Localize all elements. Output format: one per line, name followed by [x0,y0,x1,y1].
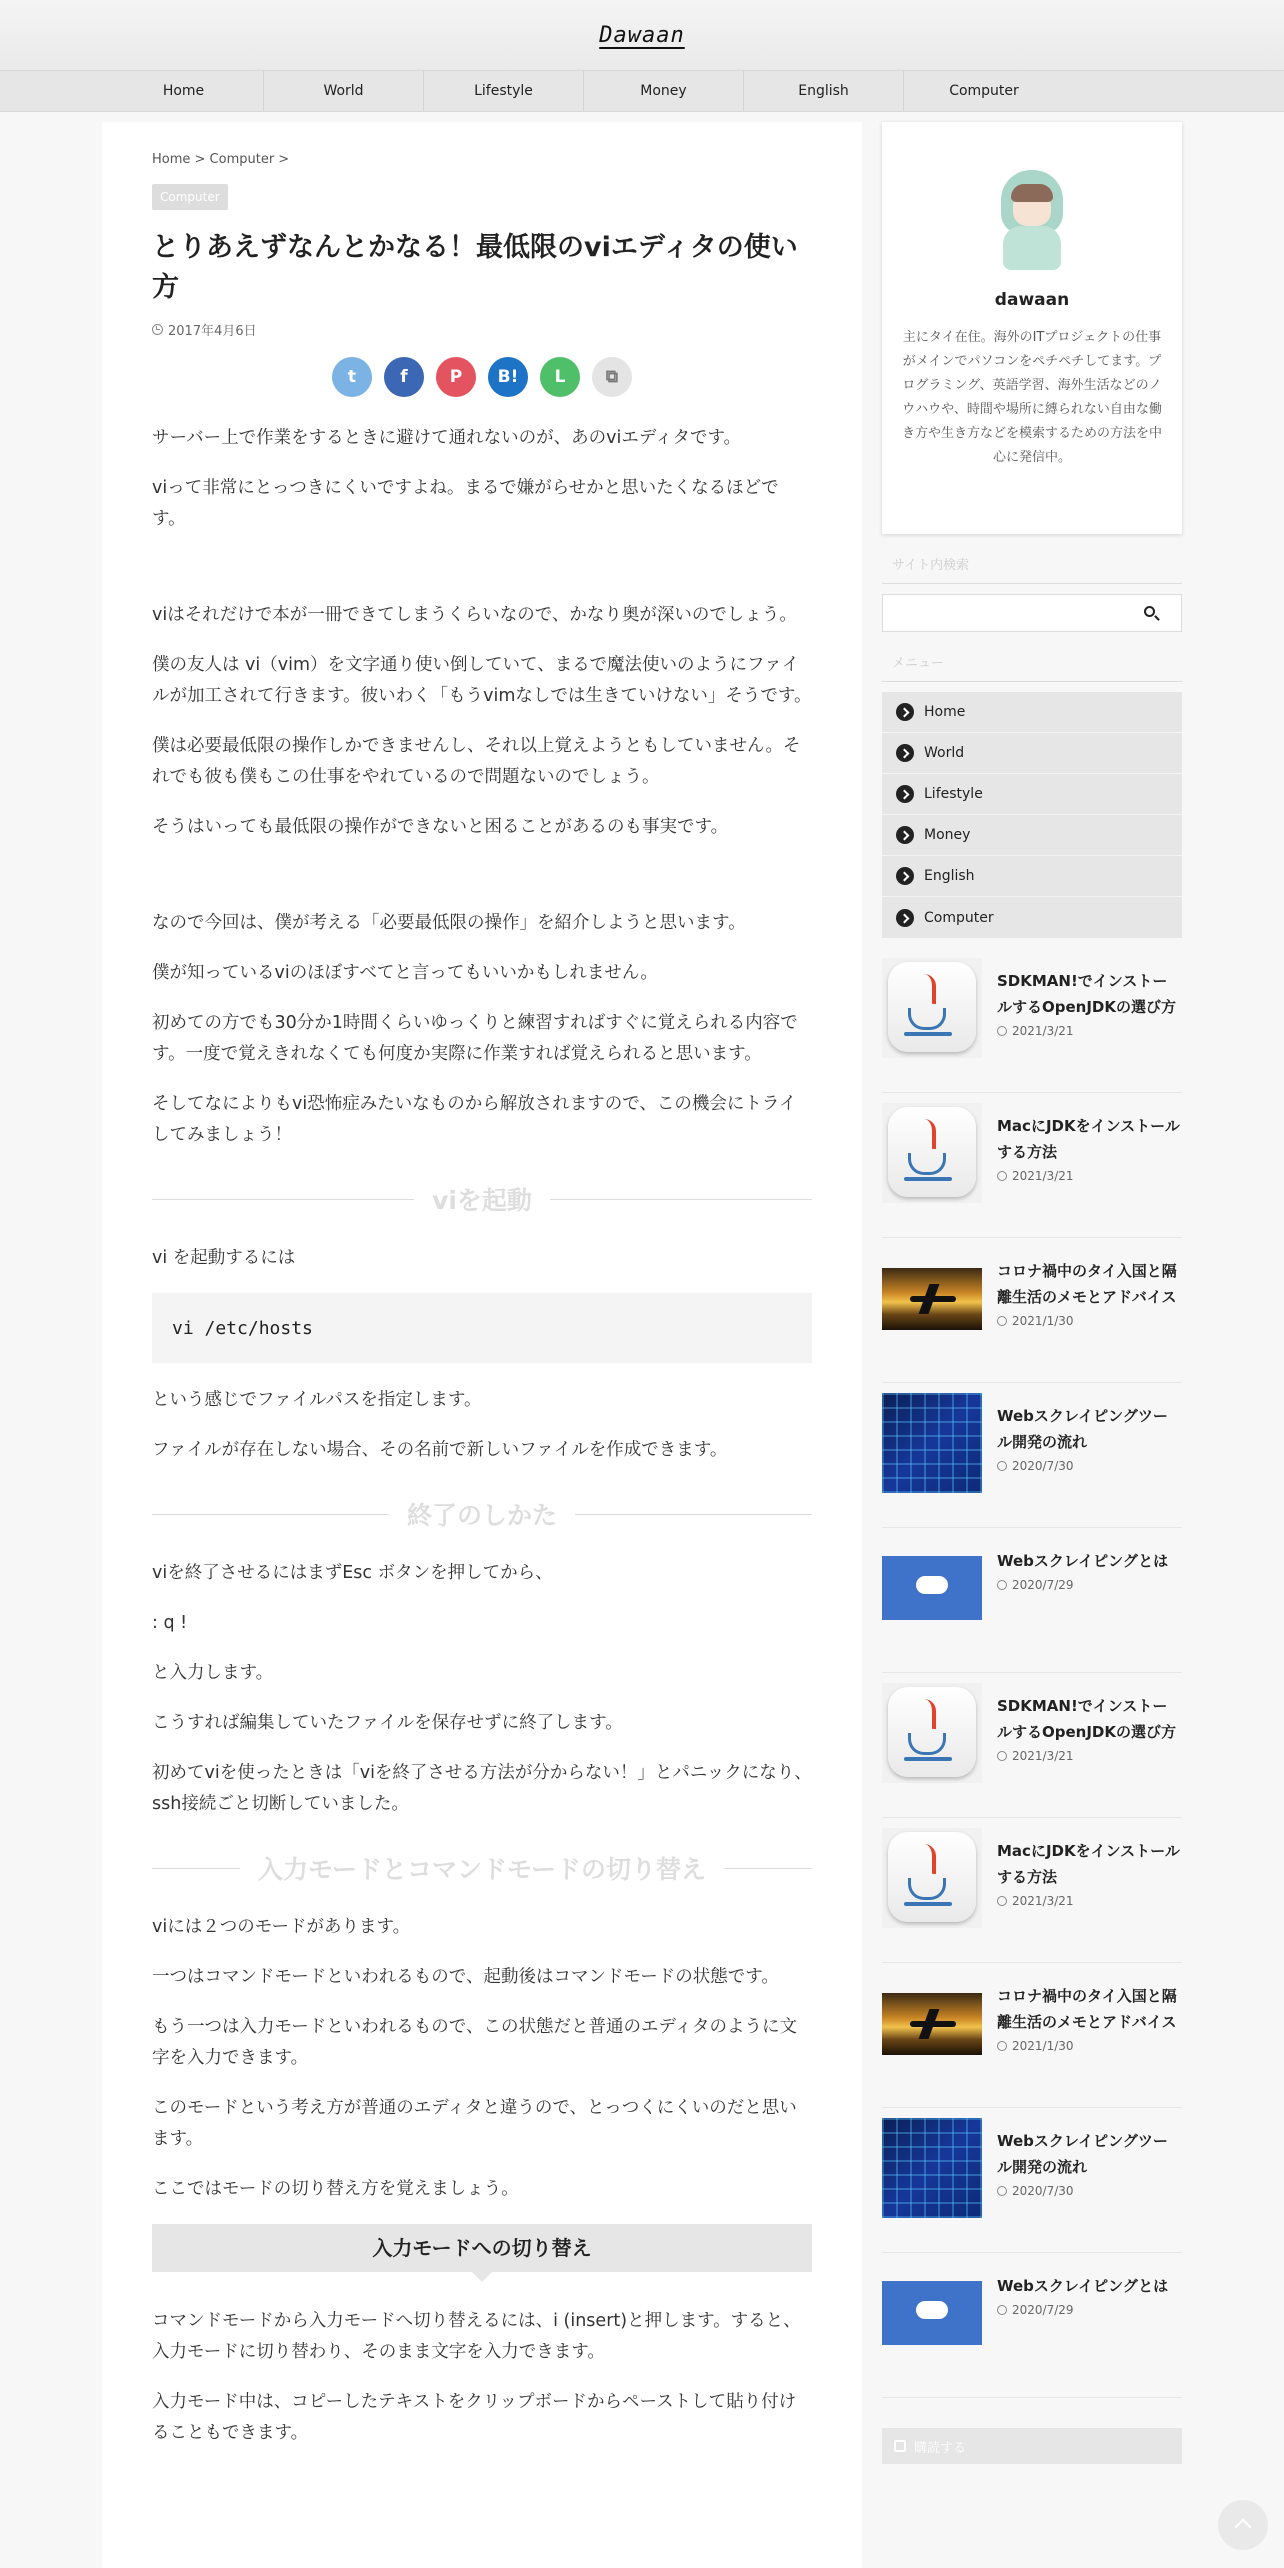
search-icon[interactable] [1144,606,1155,617]
post-date [997,1749,1182,1763]
post-link-title[interactable]: コロナ禍中のタイ入国と隔離生活のメモとアドバイス [997,1262,1177,1306]
nav-item-lifestyle[interactable]: Lifestyle [424,71,584,111]
hatena-share-button[interactable]: B! [488,357,528,397]
paragraph: もう一つは入力モードといわれるもので、この状態だと普通のエディタのように文字を入力できます。 [152,2017,798,2068]
nav-item-world[interactable]: World [264,71,424,111]
page-title: とりあえずなんとかなる！最低限のviエディタの使い方 [152,232,798,303]
facebook-share-button[interactable]: f [384,357,424,397]
clock-icon [997,1171,1007,1181]
sidebar-menu [882,692,1182,938]
post-date [997,1459,1182,1473]
post-date [997,1169,1182,1183]
post-date [997,1894,1182,1908]
site-header [0,0,1284,70]
list-item[interactable] [882,948,1182,1093]
paragraph: ファイルが存在しない場合、その名前で新しいファイルを作成できます。 [152,1440,728,1460]
section-heading-modes: 入力モードとコマンドモードの切り替え [152,1850,812,1886]
sidebar-item-home[interactable] [882,692,1182,733]
java-icon[interactable] [882,958,982,1058]
post-date-text: 2021/3/21 [1012,1024,1074,1038]
pocket-share-button[interactable]: P [436,357,476,397]
avatar [989,166,1075,274]
sidebar-item-lifestyle[interactable] [882,774,1182,815]
paragraph: 初めてviを使ったときは「viを終了させる方法が分からない！」とパニックになり、ssh接続ごと切断していました。 [152,1763,812,1814]
post-date [152,320,812,339]
main-content [102,122,862,2568]
line-share-button[interactable]: L [540,357,580,397]
post-date-text: 2017年4月6日 [168,324,257,339]
section-heading-quit: 終了のしかた [152,1496,812,1532]
network-thumbnail[interactable] [882,2118,982,2218]
paragraph: viには２つのモードがあります。 [152,1917,411,1937]
clock-icon [997,2186,1007,2196]
paragraph: コマンドモードから入力モードへ切り替えるには、i (insert)と押します。すると、入力モードに切り替わり、そのまま文字を入力できます。 [152,2311,801,2362]
post-link-title[interactable]: Webスクレイピングとは [997,1552,1169,1570]
sidebar-item-english[interactable] [882,856,1182,897]
list-item[interactable] [882,1093,1182,1238]
chevron-right-icon [896,744,914,762]
subscribe-button[interactable] [882,2428,1182,2464]
java-icon[interactable] [882,1683,982,1783]
share-buttons [152,357,812,397]
article-body [152,423,812,2449]
clock-icon [997,1316,1007,1326]
code-block: vi /etc/hosts [152,1293,812,1363]
chevron-right-icon [896,785,914,803]
profile-card [882,122,1182,534]
post-date-text: 2020/7/29 [1012,2303,1074,2317]
post-link-title[interactable]: MacにJDKをインストールする方法 [997,1117,1180,1161]
twitter-share-button[interactable]: t [332,357,372,397]
post-date [997,1024,1182,1038]
paragraph: 僕は必要最低限の操作しかできませんし、それ以上覚えようともしていません。それでも彼も僕もこの仕事をやれているので問題ないのでしょう。 [152,736,801,787]
clock-icon [997,2041,1007,2051]
chevron-right-icon [896,826,914,844]
global-nav [0,70,1284,112]
post-date-text: 2020/7/30 [1012,1459,1074,1473]
post-link-title[interactable]: Webスクレイピングツール開発の流れ [997,1407,1168,1451]
site-logo[interactable]: Dawaan [599,22,685,48]
paragraph: viを終了させるにはまずEsc ボタンを押してから、 [152,1563,553,1583]
clock-icon [997,1580,1007,1590]
airplane-thumbnail[interactable] [882,1993,982,2055]
clock-icon [997,1026,1007,1036]
profile-name: dawaan [994,290,1070,310]
clock-icon [997,1751,1007,1761]
post-date [997,2303,1168,2317]
sidebar-item-world[interactable] [882,733,1182,774]
list-item[interactable] [882,2253,1182,2398]
list-item[interactable] [882,1963,1182,2108]
paragraph: ここではモードの切り替え方を覚えましょう。 [152,2179,519,2199]
airplane-thumbnail[interactable] [882,1268,982,1330]
chevron-right-icon [896,867,914,885]
paragraph: 僕の友人は vi（vim）を文字通り使い倒していて、まるで魔法使いのようにファイルが加工されて行きます。彼いわく「もうvimなしでは生きていけない」そうです。 [152,655,812,706]
profile-description: 主にタイ在住。海外のITプロジェクトの仕事がメインでパソコンをペチペチしてます。プログラミング、英語学習、海外生活などのノウハウや、時間や場所に縛られない自由な働き方や生き方などを模索するための方法を中心に発信中。 [901,330,1162,465]
java-icon[interactable] [882,1103,982,1203]
sidebar-item-label: World [924,745,965,761]
chevron-right-icon [896,703,914,721]
nav-item-money[interactable]: Money [584,71,744,111]
sidebar-item-label: Lifestyle [924,786,983,802]
clock-icon [997,1461,1007,1471]
list-item[interactable] [882,1528,1182,1673]
clock-icon [997,2305,1007,2315]
paragraph: そうはいっても最低限の操作ができないと困ることがあるのも事実です。 [152,817,729,837]
post-date-text: 2020/7/29 [1012,1578,1074,1592]
sidebar-item-money[interactable] [882,815,1182,856]
scroll-to-top-button[interactable] [1218,2500,1268,2550]
paragraph: と入力します。 [152,1663,274,1683]
recent-posts [882,948,1182,2398]
nav-item-computer[interactable]: Computer [949,83,1019,99]
category-badge[interactable]: Computer [152,184,228,210]
post-link-title[interactable]: SDKMAN!でインストールするOpenJDKの選び方 [997,1697,1176,1741]
paragraph: 初めての方でも30分か1時間くらいゆっくりと練習すればすぐに覚えられる内容です。一度で覚えきれなくても何度か実際に作業すれば覚えられると思います。 [152,1013,798,1064]
clock-icon [997,1896,1007,1906]
list-item[interactable] [882,1238,1182,1383]
menu-widget-title: メニュー [882,652,1182,682]
paragraph: という感じでファイルパスを指定します。 [152,1390,482,1410]
post-date-text: 2020/7/30 [1012,2184,1074,2198]
paragraph: : q ! [152,1613,188,1633]
sidebar [882,122,1182,2464]
paragraph: viはそれだけで本が一冊できてしまうくらいなので、かなり奥が深いのでしょう。 [152,605,797,625]
paragraph: このモードという考え方が普通のエディタと違うので、とっつくにくいのだと思います。 [152,2098,797,2149]
post-date-text: 2021/3/21 [1012,1749,1074,1763]
network-thumbnail[interactable] [882,1393,982,1493]
clock-icon [152,324,163,335]
post-link-title[interactable]: Webスクレイピングツール開発の流れ [997,2132,1168,2176]
sidebar-item-label: Home [924,704,966,720]
nav-item-home[interactable]: Home [104,71,264,111]
list-item[interactable] [882,1383,1182,1528]
post-date [997,2039,1182,2053]
post-date-text: 2021/1/30 [1012,1314,1074,1328]
paragraph: vi を起動するには [152,1248,296,1268]
list-item[interactable] [882,2108,1182,2253]
paragraph: そしてなによりもvi恐怖症みたいなものから解放されますので、この機会にトライしてみましょう！ [152,1094,797,1145]
sidebar-item-label: English [924,868,975,884]
feed-icon [894,2440,906,2452]
post-link-title[interactable]: SDKMAN!でインストールするOpenJDKの選び方 [997,972,1176,1016]
post-date-text: 2021/3/21 [1012,1894,1074,1908]
post-date [997,1578,1168,1592]
paragraph: 僕が知っているviのほぼすべてと言ってもいいかもしれません。 [152,963,658,983]
cloud-thumbnail[interactable] [882,1556,982,1620]
paragraph: こうすれば編集していたファイルを保存せずに終了します。 [152,1713,623,1733]
subscribe-label: 購読する [914,2440,967,2456]
sidebar-item-computer[interactable] [882,897,1182,938]
java-icon[interactable] [882,1828,982,1928]
paragraph: 入力モード中は、コピーしたテキストをクリップボードからペーストして貼り付けることもできます。 [152,2392,797,2443]
list-item[interactable] [882,1818,1182,1963]
sidebar-item-label: Money [924,827,971,843]
post-date [997,1314,1182,1328]
section-heading-launch: viを起動 [152,1181,812,1217]
post-link-title[interactable]: Webスクレイピングとは [997,2277,1169,2295]
post-date-text: 2021/3/21 [1012,1169,1074,1183]
paragraph: なので今回は、僕が考える「必要最低限の操作」を紹介しようと思います。 [152,913,746,933]
post-link-title[interactable]: MacにJDKをインストールする方法 [997,1842,1180,1886]
sidebar-item-label: Computer [924,909,994,926]
subsection-heading-insert-mode: 入力モードへの切り替え [152,2224,812,2272]
post-link-title[interactable]: コロナ禍中のタイ入国と隔離生活のメモとアドバイス [997,1987,1177,2031]
paragraph: 一つはコマンドモードといわれるもので、起動後はコマンドモードの状態です。 [152,1967,779,1987]
nav-item-english[interactable]: English [744,71,904,111]
search-widget-title: サイト内検索 [882,554,1182,584]
list-item[interactable] [882,1673,1182,1818]
search-input[interactable] [883,595,1133,631]
search-box [882,594,1182,632]
post-date-text: 2021/1/30 [1012,2039,1074,2053]
copy-link-button[interactable]: ⧉ [592,357,632,397]
paragraph: viって非常にとっつきにくいですよね。まるで嫌がらせかと思いたくなるほどです。 [152,478,779,529]
cloud-thumbnail[interactable] [882,2281,982,2345]
breadcrumb[interactable]: Home > Computer > [152,152,290,167]
post-date [997,2184,1182,2198]
paragraph: サーバー上で作業をするときに避けて通れないのが、あのviエディタです。 [152,428,742,448]
chevron-right-icon [896,909,914,927]
